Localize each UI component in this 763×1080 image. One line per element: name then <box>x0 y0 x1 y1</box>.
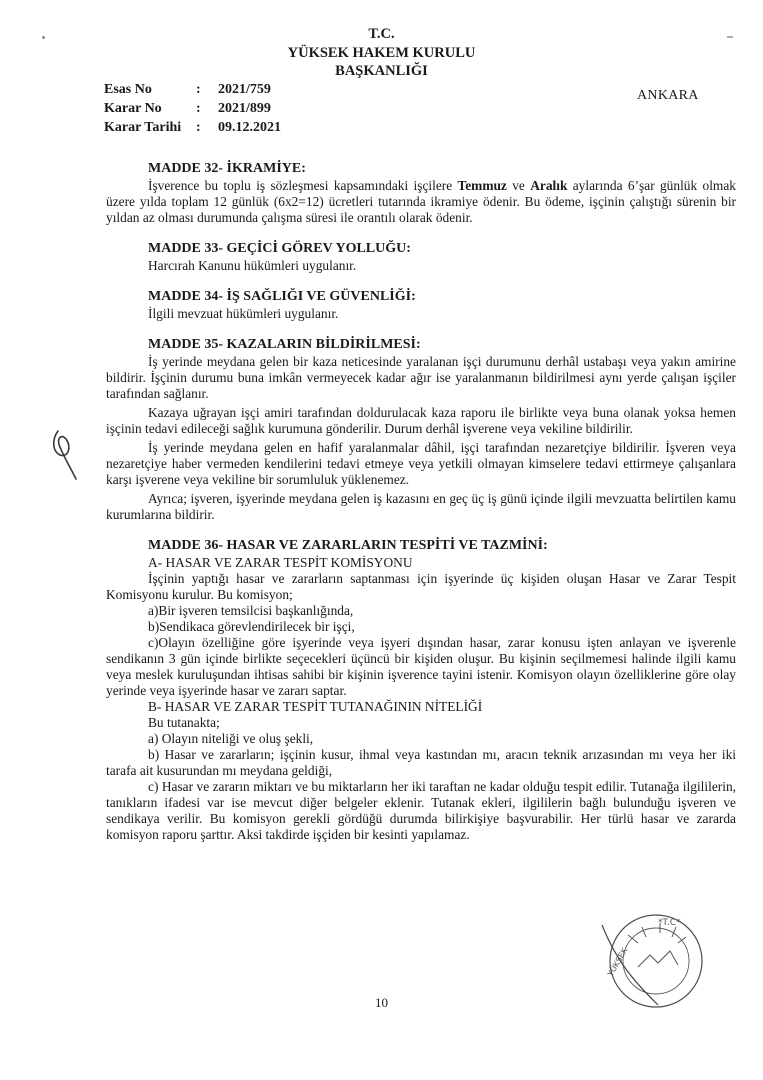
article-34-paragraph: İlgili mevzuat hükümleri uygulanır. <box>148 306 339 321</box>
article-36-b-item-1: a) Olayın niteliği ve oluş şekli, <box>148 731 314 746</box>
karar-label: Karar No <box>104 101 162 116</box>
article-36-a-paragraph: İşçinin yaptığı hasar ve zararların saptanması için işyerinde üç kişiden oluşan Hasar ve Zarar Tespit Komisyonu kurulur. Bu komisyon; <box>106 571 736 602</box>
header-line-institution: YÜKSEK HAKEM KURULU <box>287 45 476 61</box>
article-36-b-item-2: b) Hasar ve zararların; işçinin kusur, ihmal veya kastından mı, aracın teknik arızasından mı veya her iki tarafa ait kusurundan mı meydana geldiği, <box>106 747 736 778</box>
article-35-paragraph-4: Ayrıca; işveren, işyerinde meydana gelen iş kazasını en geç üç iş günü içinde ilgili mevzuatta belirtilen kamu kurumlarına bildirir. <box>106 491 736 522</box>
meta-separator: : <box>196 101 201 116</box>
document-body <box>106 160 736 843</box>
tarih-value: 09.12.2021 <box>218 120 281 135</box>
article-32-month-december: Aralık <box>530 178 568 193</box>
article-35-title: MADDE 35- KAZALARIN BİLDİRİLMESİ: <box>148 337 421 352</box>
meta-row-karar <box>104 99 281 118</box>
article-32-month-july: Temmuz <box>457 178 507 193</box>
header-line-presidency: BAŞKANLIĞI <box>335 63 428 79</box>
article-36-b-item-3: c) Hasar ve zararın miktarı ve bu miktarların her iki taraftan ne kadar olduğu tespit edilir. Tutanağa ilgililerin, tanıkların ifadesi var ise mevcut diğer belgeler eklenir. Tutanak ekleri, ilgililerin bağlı bulunduğu işveren ve sendikaya verilir. Bu komisyon gerekli gördüğü durumda bilirkişiye başvurabilir. Her türlü hasar ve zararda komisyon raporu şarttır. Aksi takdirde işçiden bir kesinti yapılamaz. <box>106 779 736 842</box>
article-36-a-item-3: c)Olayın özelliğine göre işyerinde veya işyeri dışından hasar, zarar konusu işten anlayan ve işverenle sendikanın 3 gün içinde birlikte seçecekleri üçüncü bir kişiden oluşur. Bu kişinin seçilmemesi halinde ilgili kamu veya meslek kuruluşundan ihtisas sahibi bir kişinin işverence tayini istenir. Komisyon olayın özelliklerine göre olay yerinde veya işyerinde hasar ve zararı saptar. <box>106 635 736 698</box>
article-32-text-a: İşverence bu toplu iş sözleşmesi kapsamındaki işçilere <box>148 178 458 193</box>
article-32-text-e: aylarında 6’şar günlük olmak üzere yılda toplam 12 günlük (6x2=12) ücretleri tutarında ikramiye ödenir. Bu ödeme, işçinin çalıştığı sürenin bir yıldan az olması durumunda çalışma süresi ile orantılı olarak ödenir. <box>106 178 736 225</box>
karar-value: 2021/899 <box>218 101 271 116</box>
article-32-text-c: ve <box>506 178 531 193</box>
meta-row-esas <box>104 80 281 99</box>
svg-text:YÜKSEK: YÜKSEK <box>605 946 630 978</box>
official-seal-stamp-icon <box>598 905 708 1015</box>
article-32-title: MADDE 32- İKRAMİYE: <box>148 161 306 176</box>
article-36-a-item-1: a)Bir işveren temsilcisi başkanlığında, <box>148 603 354 618</box>
article-36-subheading-b: B- HASAR VE ZARAR TESPİT TUTANAĞININ NİTELİĞİ <box>148 699 483 714</box>
meta-separator: : <box>196 82 201 97</box>
city-label: ANKARA <box>637 88 699 103</box>
case-meta <box>104 80 281 137</box>
header-line-tc: T.C. <box>368 26 395 42</box>
meta-row-tarih <box>104 118 281 137</box>
article-33-title: MADDE 33- GEÇİCİ GÖREV YOLLUĞU: <box>148 241 411 256</box>
article-33-paragraph: Harcırah Kanunu hükümleri uygulanır. <box>148 258 357 273</box>
esas-value: 2021/759 <box>218 82 271 97</box>
article-36-b-paragraph: Bu tutanakta; <box>148 715 220 730</box>
article-35-paragraph-3: İş yerinde meydana gelen en hafif yaralanmalar dâhil, işçi tarafından nezaretçiye bildirilir. İşveren veya nezaretçiye haber vermeden kendilerini tedavi etmeye veya yetkili olmayan kimselere tedavi ettirmeye çalışanlara karşı işverene veya vekiline bir sorumluluk yüklenemez. <box>106 440 736 487</box>
svg-text:*T.C*: *T.C* <box>658 918 681 928</box>
meta-separator: : <box>196 120 201 135</box>
article-36-title: MADDE 36- HASAR VE ZARARLARIN TESPİTİ VE TAZMİNİ: <box>148 538 548 553</box>
handwritten-initial-mark-icon <box>48 425 82 483</box>
page-number: 10 <box>375 995 388 1010</box>
article-36-subheading-a: A- HASAR VE ZARAR TESPİT KOMİSYONU <box>148 555 413 570</box>
article-36-a-item-2: b)Sendikaca görevlendirilecek bir işçi, <box>148 619 355 634</box>
esas-label: Esas No <box>104 82 152 97</box>
article-34-title: MADDE 34- İŞ SAĞLIĞI VE GÜVENLİĞİ: <box>148 289 416 304</box>
article-35-paragraph-1: İş yerinde meydana gelen bir kaza neticesinde yaralanan işçi durumunu derhâl ustabaşı veya yakın amirine bildirir. İşçinin durumu buna imkân vermeyecek kadar ağır ise yaralanmanın bildirilmesi aynı yerde çalışan işçiler tarafından sağlanır. <box>106 354 736 401</box>
tarih-label: Karar Tarihi <box>104 120 182 135</box>
article-32-paragraph <box>106 178 736 226</box>
article-35-paragraph-2: Kazaya uğrayan işçi amiri tarafından doldurulacak kaza raporu ile birlikte veya buna olanak yoksa hemen işçinin tedavi edileceği sağlık kurumuna gönderilir. Durum derhâl işverene veya vekiline bildirilir. <box>106 405 736 436</box>
